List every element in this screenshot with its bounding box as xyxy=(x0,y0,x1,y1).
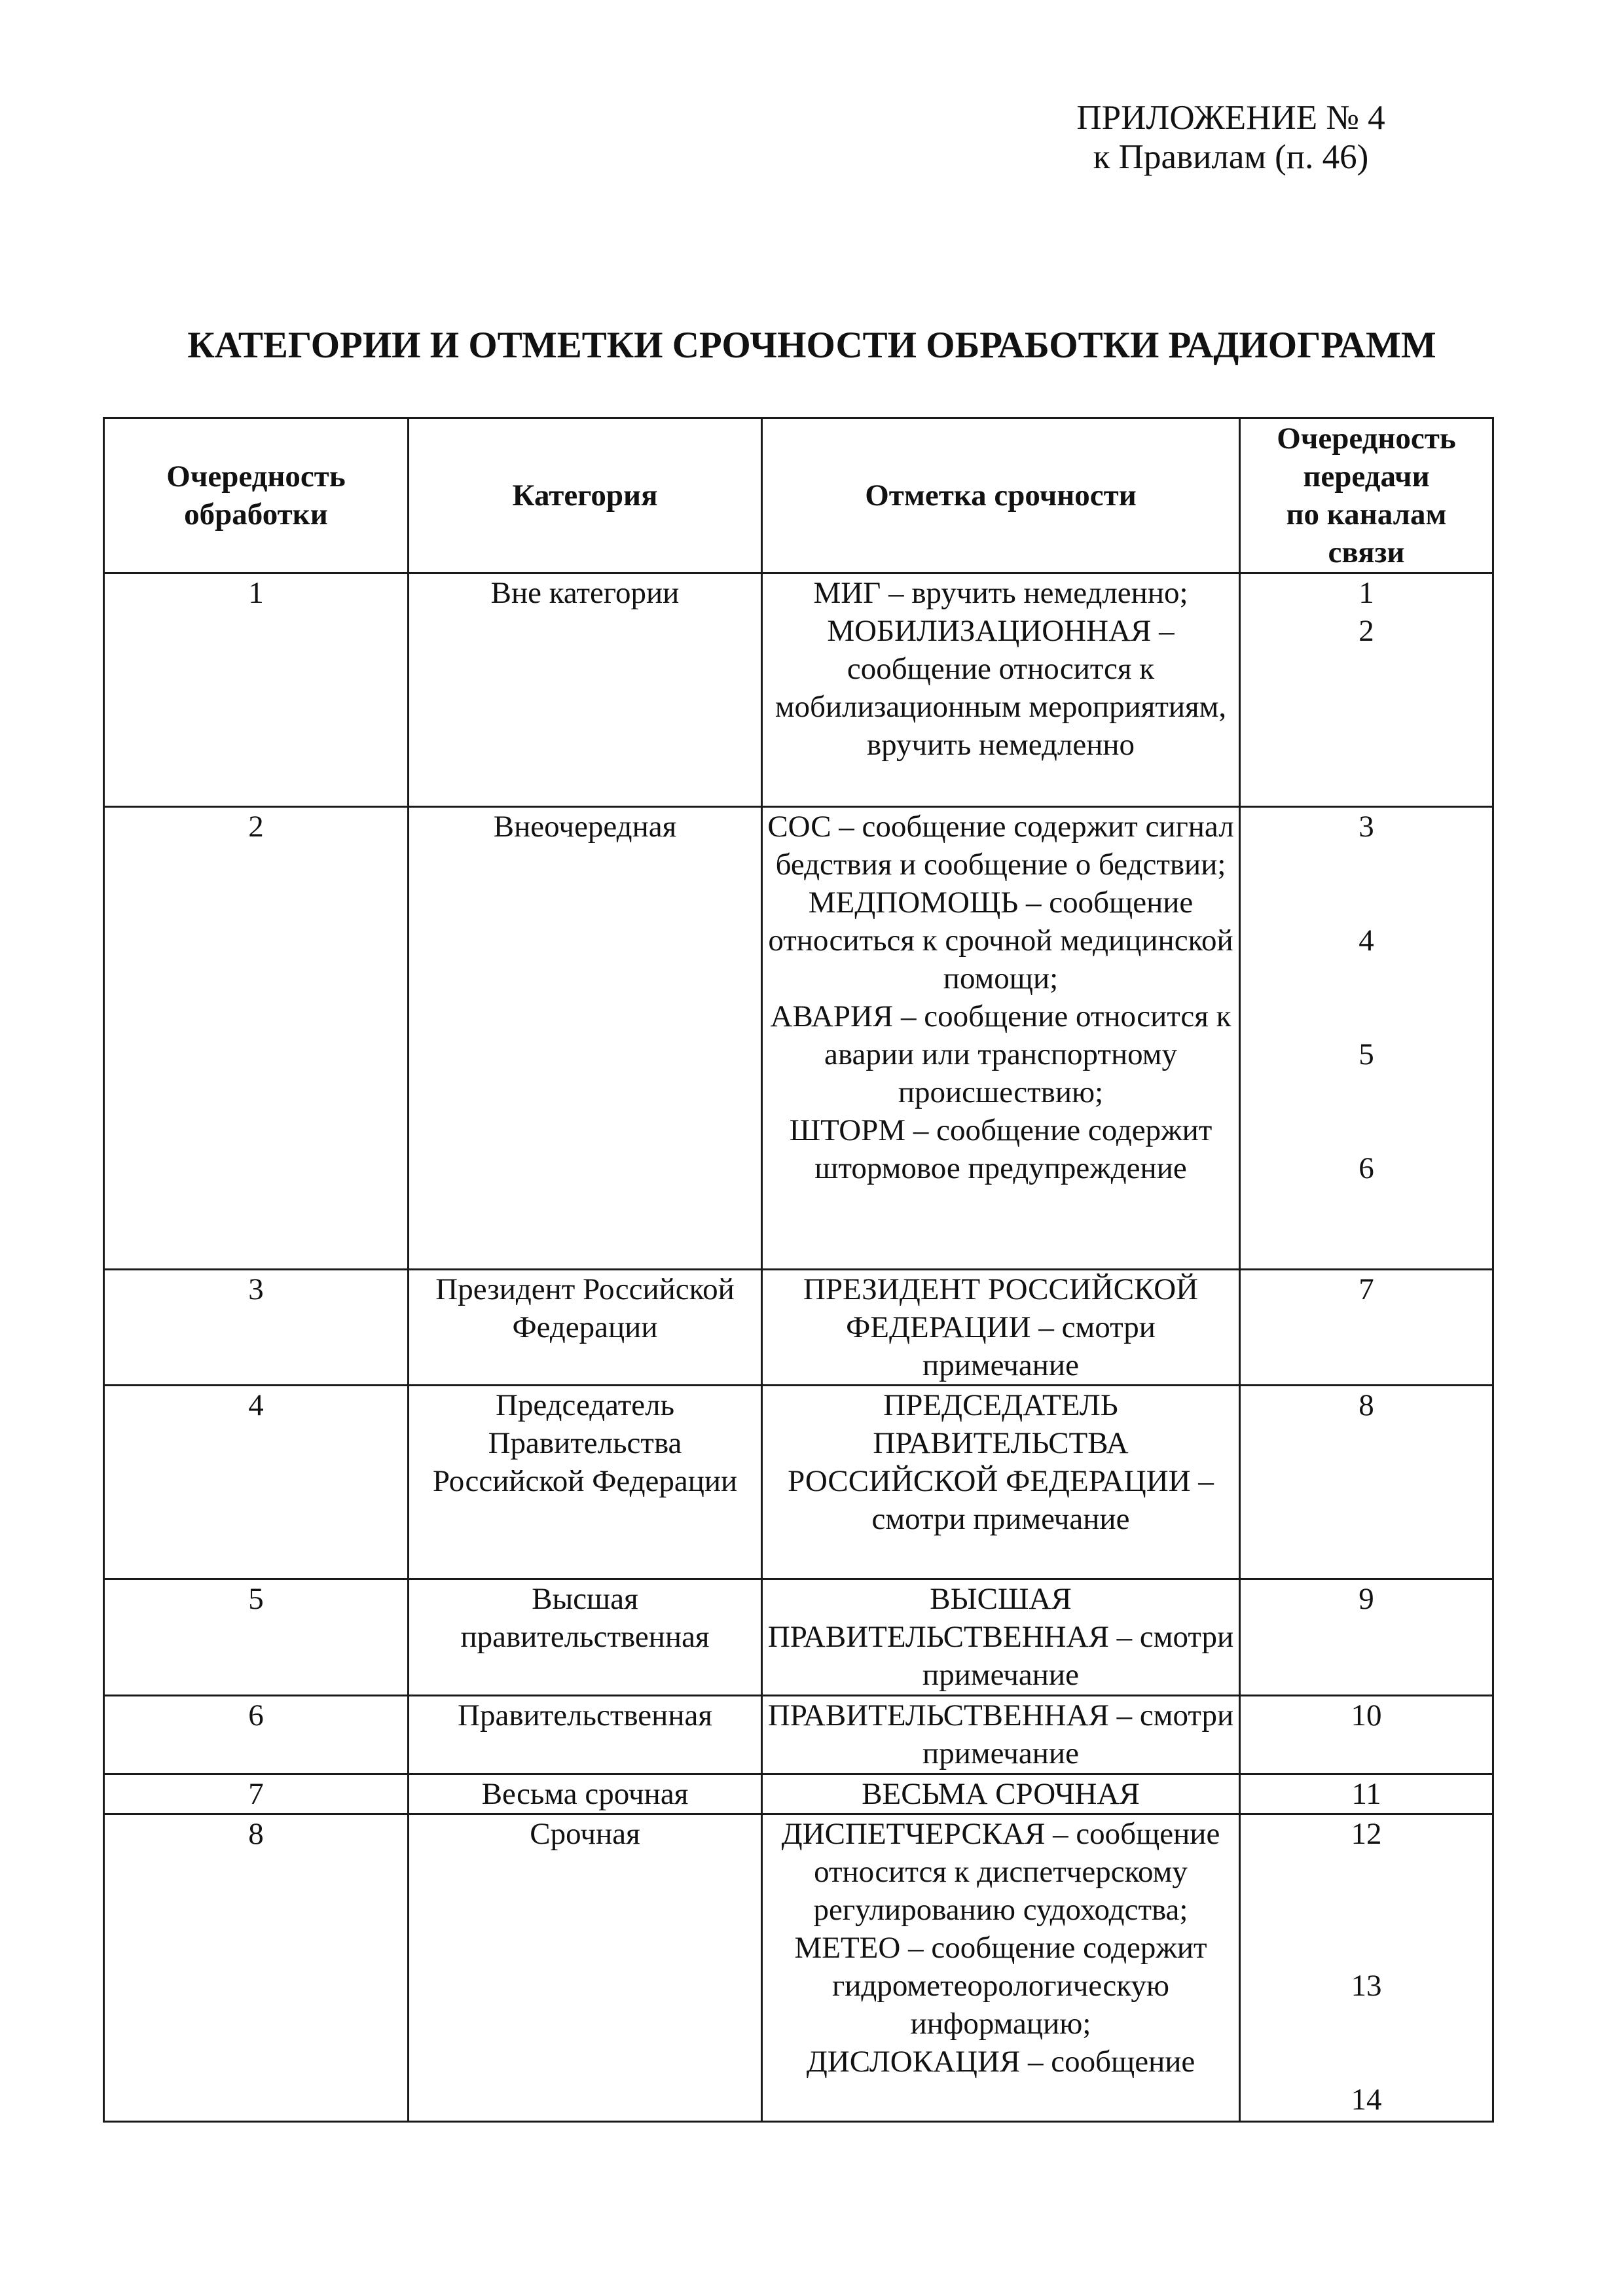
urgency-mark: МОБИЛИЗАЦИОННАЯ – сообщение относится к мобилизационным мероприятиям, вручить немедленно xyxy=(775,614,1227,762)
order-cell: 4 xyxy=(104,1386,409,1579)
table-row xyxy=(104,1814,1493,2122)
category-cell: Внеочередная xyxy=(409,807,762,1270)
header-priority: Очередность передачи по каналам связи xyxy=(1240,418,1493,573)
category-cell: Высшая правительственная xyxy=(409,1579,762,1696)
category-cell: Председатель Правительства Российской Федерации xyxy=(409,1386,762,1579)
order-cell: 3 xyxy=(104,1270,409,1386)
urgency-mark: СОС – сообщение содержит сигнал бедствия и сообщение о бедствии; xyxy=(767,810,1234,882)
category-cell: Вне категории xyxy=(409,573,762,807)
mark-cell xyxy=(762,1696,1240,1774)
header-order: Очередность обработки xyxy=(104,418,409,573)
urgency-mark: ПРЕЗИДЕНТ РОССИЙСКОЙ ФЕДЕРАЦИИ – смотри примечание xyxy=(803,1272,1199,1382)
order-cell: 1 xyxy=(104,573,409,807)
mark-cell xyxy=(762,1774,1240,1814)
category-cell: Весьма срочная xyxy=(409,1774,762,1814)
urgency-mark: ВЫСШАЯ ПРАВИТЕЛЬСТВЕННАЯ – смотри примечание xyxy=(767,1582,1234,1692)
mark-cell xyxy=(762,1814,1240,2122)
urgency-mark: МИГ – вручить немедленно; xyxy=(813,576,1188,610)
table-row xyxy=(104,1774,1493,1814)
urgency-mark: ВЕСЬМА СРОЧНАЯ xyxy=(862,1777,1140,1811)
mark-cell xyxy=(762,1270,1240,1386)
category-cell: Срочная xyxy=(409,1814,762,2122)
urgency-mark: МЕДПОМОЩЬ – сообщение относиться к срочной медицинской помощи; xyxy=(768,886,1233,996)
order-cell: 2 xyxy=(104,807,409,1270)
mark-cell xyxy=(762,1386,1240,1579)
urgency-mark: ПРЕДСЕДАТЕЛЬ ПРАВИТЕЛЬСТВА РОССИЙСКОЙ ФЕДЕРАЦИИ – смотри примечание xyxy=(788,1388,1214,1536)
mark-cell xyxy=(762,1579,1240,1696)
table-row xyxy=(104,573,1493,807)
mark-cell xyxy=(762,573,1240,807)
category-cell: Президент Российской Федерации xyxy=(409,1270,762,1386)
header-mark: Отметка срочности xyxy=(762,418,1240,573)
order-cell: 8 xyxy=(104,1814,409,2122)
urgency-mark: ДИСПЕТЧЕРСКАЯ – сообщение относится к диспетчерскому регулированию судоходства; xyxy=(781,1817,1220,1927)
category-cell: Правительственная xyxy=(409,1696,762,1774)
urgency-mark: ШТОРМ – сообщение содержит штормовое предупреждение xyxy=(789,1113,1213,1185)
appendix-reference: к Правилам (п. 46) xyxy=(1093,138,1369,176)
appendix-header xyxy=(982,98,1480,177)
mark-cell xyxy=(762,807,1240,1270)
priority-cell: 8 xyxy=(1240,1386,1493,1579)
order-cell: 5 xyxy=(104,1579,409,1696)
header-category: Категория xyxy=(409,418,762,573)
priority-cell: 10 xyxy=(1240,1696,1493,1774)
urgency-mark: МЕТЕО – сообщение содержит гидрометеорологическую информацию; xyxy=(794,1931,1207,2041)
priority-cell: 12 13 14 xyxy=(1240,1814,1493,2122)
urgency-mark: ДИСЛОКАЦИЯ – сообщение xyxy=(806,2045,1195,2079)
table-header-row xyxy=(104,418,1493,573)
table-row xyxy=(104,1386,1493,1579)
appendix-number: ПРИЛОЖЕНИЕ № 4 xyxy=(1076,99,1385,137)
urgency-table xyxy=(103,417,1494,2123)
table-row xyxy=(104,1270,1493,1386)
priority-cell: 9 xyxy=(1240,1579,1493,1696)
priority-cell: 7 xyxy=(1240,1270,1493,1386)
order-cell: 6 xyxy=(104,1696,409,1774)
priority-cell: 3 4 5 6 xyxy=(1240,807,1493,1270)
priority-cell: 11 xyxy=(1240,1774,1493,1814)
urgency-mark: АВАРИЯ – сообщение относится к аварии или транспортному происшествию; xyxy=(770,999,1231,1109)
priority-cell: 1 2 xyxy=(1240,573,1493,807)
table-row xyxy=(104,807,1493,1270)
table-row xyxy=(104,1696,1493,1774)
document-title: КАТЕГОРИИ И ОТМЕТКИ СРОЧНОСТИ ОБРАБОТКИ РАДИОГРАММ xyxy=(187,325,1436,366)
table-row xyxy=(104,1579,1493,1696)
urgency-mark: ПРАВИТЕЛЬСТВЕННАЯ – смотри примечание xyxy=(767,1698,1234,1770)
order-cell: 7 xyxy=(104,1774,409,1814)
